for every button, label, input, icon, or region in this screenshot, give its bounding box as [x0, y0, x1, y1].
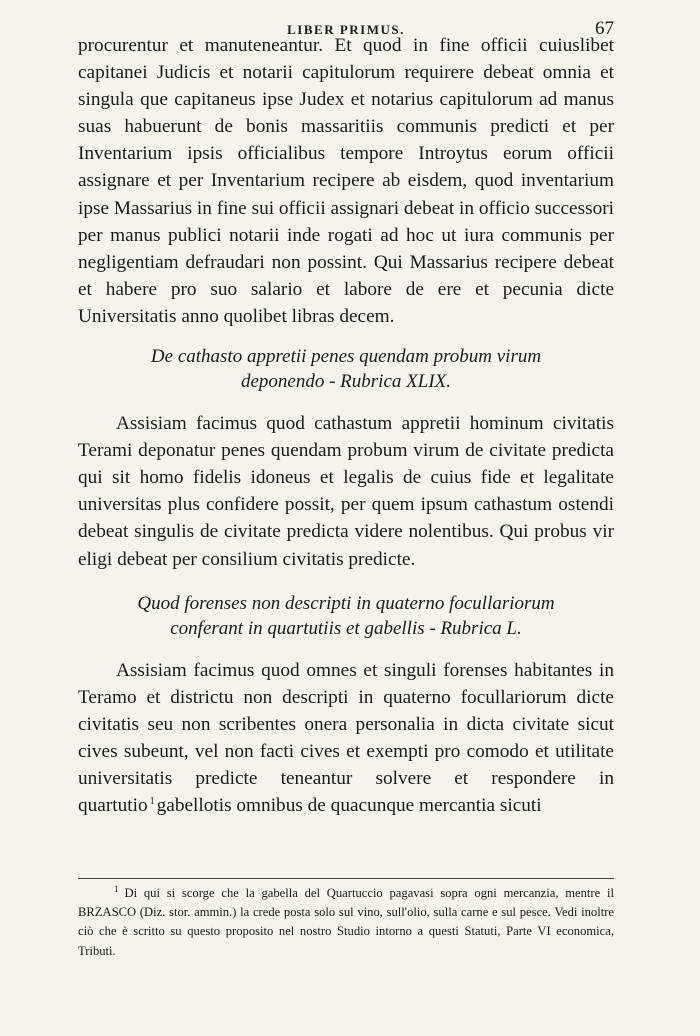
footnote-separator	[78, 878, 614, 879]
paragraph-rubric-l	[78, 657, 614, 820]
footnote-reference-mark: 1	[149, 795, 155, 807]
rubric-xlix-line2: deponendo - Rubrica XLIX.	[240, 371, 451, 393]
opening-paragraph: procurentur et manuteneantur. Et quod in fine officii cuiuslibet capitanei Judicis et notarii capitulorum requirere debeat omnia et singula que capitaneus ipse Judex et notarius capitulorum ad manus suas habuerunt de bonis massaritiis communis predicti et per Inventarium ipsis officialibus tempore Introytus eorum officii assignare et per Inventarium recipere ab eisdem, quod inventarium ipse Massarius in fine sui officii assignari debeat in officio successori per manus publici notarii inde rogati ad hoc ut iura communis per negligentiam defraudari non possint. Qui Massarius recipere debeat et habere pro suo salario et labore de ere et pecunia dicte Universitatis anno quolibet libras decem.	[78, 35, 614, 327]
rubric-l-line1: Quod forenses non descripti in quaterno focullariorum	[137, 592, 555, 614]
running-title: LIBER PRIMUS.	[287, 22, 405, 37]
rubric-xlix-heading	[78, 344, 614, 394]
paragraph-l-text-before-note: Assisiam facimus quod omnes et singuli forenses habitantes in Teramo et districtu non descripti in quaterno focullariorum dicte civitatis seu non scribentes onera personalia in dicta civitate sicut cives subeunt, vel non facti cives et exempti pro comodo et utilitate universitatis predicte teneantur solvere et respondere in quartutio	[78, 659, 614, 817]
footnote	[78, 884, 614, 961]
footnote-number: 1	[114, 883, 119, 894]
page-body	[78, 32, 614, 819]
rubric-l-heading	[78, 591, 614, 641]
rubric-xlix-line1: De cathasto appretii penes quendam probum virum	[150, 346, 542, 368]
rubric-l-line2: conferant in quartutiis et gabellis - Rubrica L.	[170, 617, 522, 639]
paragraph-rubric-xlix: Assisiam facimus quod cathastum appretii hominum civitatis Terami deponatur penes quendam probum virum de civitate predicta qui sit homo fidelis idoneus et legalis de cuius fide et legalitate universitas plus confidere possit, per quem ipsum cathastum ostendi debeat singulis de civitate predicta videre nolentibus. Qui probus vir eligi debeat per consilium civitatis predicte.	[78, 413, 614, 570]
footnote-text: Di qui si scorge che la gabella del Quartuccio pagavasi sopra ogni mercanzia, mentre il BRZASCO (Diz. stor. ammin.) la crede posta solo sul vino, sull'olio, sulla carne e sul pesce. Vedi inoltre ciò che è scritto su questo proposito nel nostro Studio intorno a questi Statuti, Parte VI economica, Tributi.	[78, 886, 614, 958]
paragraph-l-text-after-note: gabellotis omnibus de quacunque mercantia sicuti	[156, 795, 542, 817]
page-number: 67	[595, 18, 614, 39]
